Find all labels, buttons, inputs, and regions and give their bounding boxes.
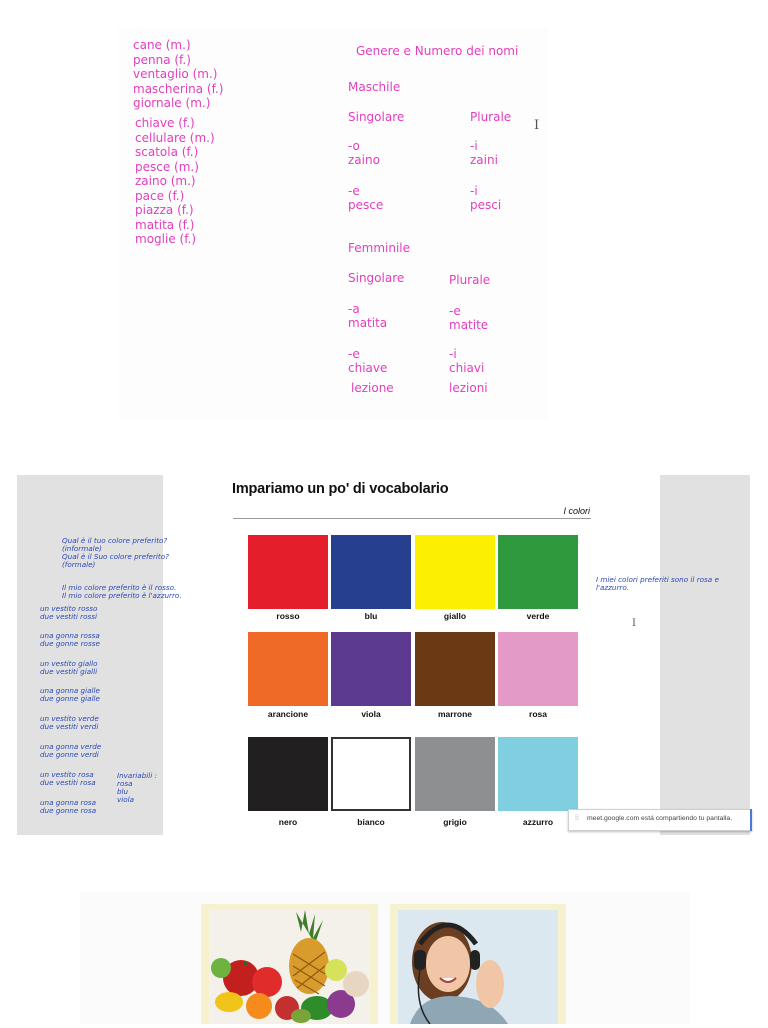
color-label: grigio xyxy=(443,817,467,827)
color-label: giallo xyxy=(443,611,467,621)
extra-word-plural: lezioni xyxy=(449,381,488,395)
color-swatch-arancione xyxy=(248,632,328,706)
femminile-row xyxy=(348,302,387,330)
bottom-slide xyxy=(80,892,690,1024)
ending: -i xyxy=(470,139,478,153)
note-questions: Qual è il tuo colore preferito? (informale) Qual è il Suo colore preferito? (formale) xyxy=(62,536,169,569)
word: matite xyxy=(449,318,489,332)
maschile-row xyxy=(348,184,383,212)
maschile-plurale-label: Plurale xyxy=(470,110,512,124)
divider xyxy=(233,518,591,519)
ending: -i xyxy=(449,347,457,361)
ending: -e xyxy=(449,304,461,318)
note-pair: una gonna rosa due gonne rosa xyxy=(40,798,97,815)
note-pair: un vestito verde due vestiti verdi xyxy=(40,714,99,731)
ending: -a xyxy=(348,302,360,316)
whiteboard-title: Genere e Numero dei nomi xyxy=(356,44,519,58)
screen-share-notice[interactable] xyxy=(568,809,752,831)
woman-with-headphones-photo xyxy=(390,904,566,1024)
note-pair: un vestito rosso due vestiti rossi xyxy=(40,604,98,621)
femminile-row-plural xyxy=(449,304,488,332)
color-label: viola xyxy=(361,709,381,719)
color-swatch-nero xyxy=(248,737,328,811)
noun-item: cellulare (m.) xyxy=(135,130,215,145)
note-invariabili: Invariabili : rosa blu viola xyxy=(117,771,157,804)
word: chiave xyxy=(348,361,388,375)
note-pair: una gonna gialle due gonne gialle xyxy=(40,686,100,703)
maschile-heading: Maschile xyxy=(348,80,401,94)
color-swatch-viola xyxy=(331,632,411,706)
note-right: I miei colori preferiti sono il rosa e l'azzurro. xyxy=(596,575,719,592)
color-swatch-giallo xyxy=(415,535,495,609)
noun-item: giornale (m.) xyxy=(133,96,211,110)
drag-handle-icon[interactable]: ⁞⁞ xyxy=(575,815,579,822)
color-label: rosa xyxy=(529,709,547,719)
note-answers: Il mio colore preferito è il rosso. Il mio colore preferito è l'azzurro. xyxy=(62,583,182,600)
color-label: blu xyxy=(364,611,378,621)
color-swatch-verde xyxy=(498,535,578,609)
color-label: bianco xyxy=(357,817,385,827)
noun-item: matita (f.) xyxy=(135,217,195,232)
photo-frame xyxy=(390,904,566,1024)
vegetables-photo xyxy=(201,904,378,1024)
femminile-row xyxy=(348,347,387,375)
color-label: arancione xyxy=(267,709,309,719)
noun-item: piazza (f.) xyxy=(135,203,194,217)
color-swatch-grigio xyxy=(415,737,495,811)
color-label: azzurro xyxy=(522,817,554,827)
word: zaino xyxy=(348,153,380,167)
slide-title: Impariamo un po' di vocabolario xyxy=(232,481,449,497)
noun-item: chiave (f.) xyxy=(135,116,195,130)
note-pair: una gonna verde due gonne verdi xyxy=(40,742,102,759)
text-cursor-icon: I xyxy=(534,118,540,133)
share-notice-accent xyxy=(750,809,752,831)
word: pesci xyxy=(470,198,502,212)
word: zaini xyxy=(470,153,498,167)
noun-item: ventaglio (m.) xyxy=(133,67,218,81)
note-pair: una gonna rossa due gonne rosse xyxy=(40,631,100,648)
color-swatch-marrone xyxy=(415,632,495,706)
maschile-row-plural xyxy=(470,139,498,167)
slide-page xyxy=(163,475,660,835)
word: matita xyxy=(348,316,388,330)
color-label: marrone xyxy=(437,709,472,719)
note-pair: un vestito rosa due vestiti rosa xyxy=(40,770,96,787)
ending: -i xyxy=(470,184,478,198)
noun-item: pesce (m.) xyxy=(135,159,199,174)
color-label: rosso xyxy=(276,611,300,621)
noun-item: scatola (f.) xyxy=(135,145,199,159)
note-pair: un vestito giallo due vestiti gialli xyxy=(40,659,98,676)
femminile-heading: Femminile xyxy=(348,241,410,255)
text-cursor-icon: I xyxy=(632,618,636,629)
color-swatch-blu xyxy=(331,535,411,609)
noun-item: cane (m.) xyxy=(133,38,191,52)
ending: -e xyxy=(348,347,360,361)
color-label: nero xyxy=(278,817,298,827)
femminile-plurale-label: Plurale xyxy=(449,273,491,287)
color-swatch-rosso xyxy=(248,535,328,609)
noun-item: moglie (f.) xyxy=(135,232,197,246)
noun-item: mascherina (f.) xyxy=(133,81,224,96)
color-label: verde xyxy=(526,611,550,621)
ending: -e xyxy=(348,184,360,198)
noun-list-b xyxy=(135,116,215,247)
maschile-singolare-label: Singolare xyxy=(348,110,405,124)
noun-item: penna (f.) xyxy=(133,52,191,67)
share-notice-text: meet.google.com está compartiendo tu pantalla. xyxy=(587,815,733,822)
color-swatch-rosa xyxy=(498,632,578,706)
word: pesce xyxy=(348,198,384,212)
femminile-singolare-label: Singolare xyxy=(348,271,405,285)
extra-word: lezione xyxy=(351,381,394,395)
noun-item: pace (f.) xyxy=(135,188,185,203)
maschile-row xyxy=(348,139,380,167)
noun-list-a xyxy=(133,38,223,111)
slide-subtitle: I colori xyxy=(563,506,590,516)
color-swatch-bianco xyxy=(331,737,411,811)
color-swatch-azzurro xyxy=(498,737,578,811)
ending: -o xyxy=(348,139,360,153)
maschile-row-plural xyxy=(470,184,501,212)
photo-frame xyxy=(201,904,378,1024)
femminile-row-plural xyxy=(449,347,484,375)
word: chiavi xyxy=(449,361,485,375)
noun-item: zaino (m.) xyxy=(135,174,196,188)
